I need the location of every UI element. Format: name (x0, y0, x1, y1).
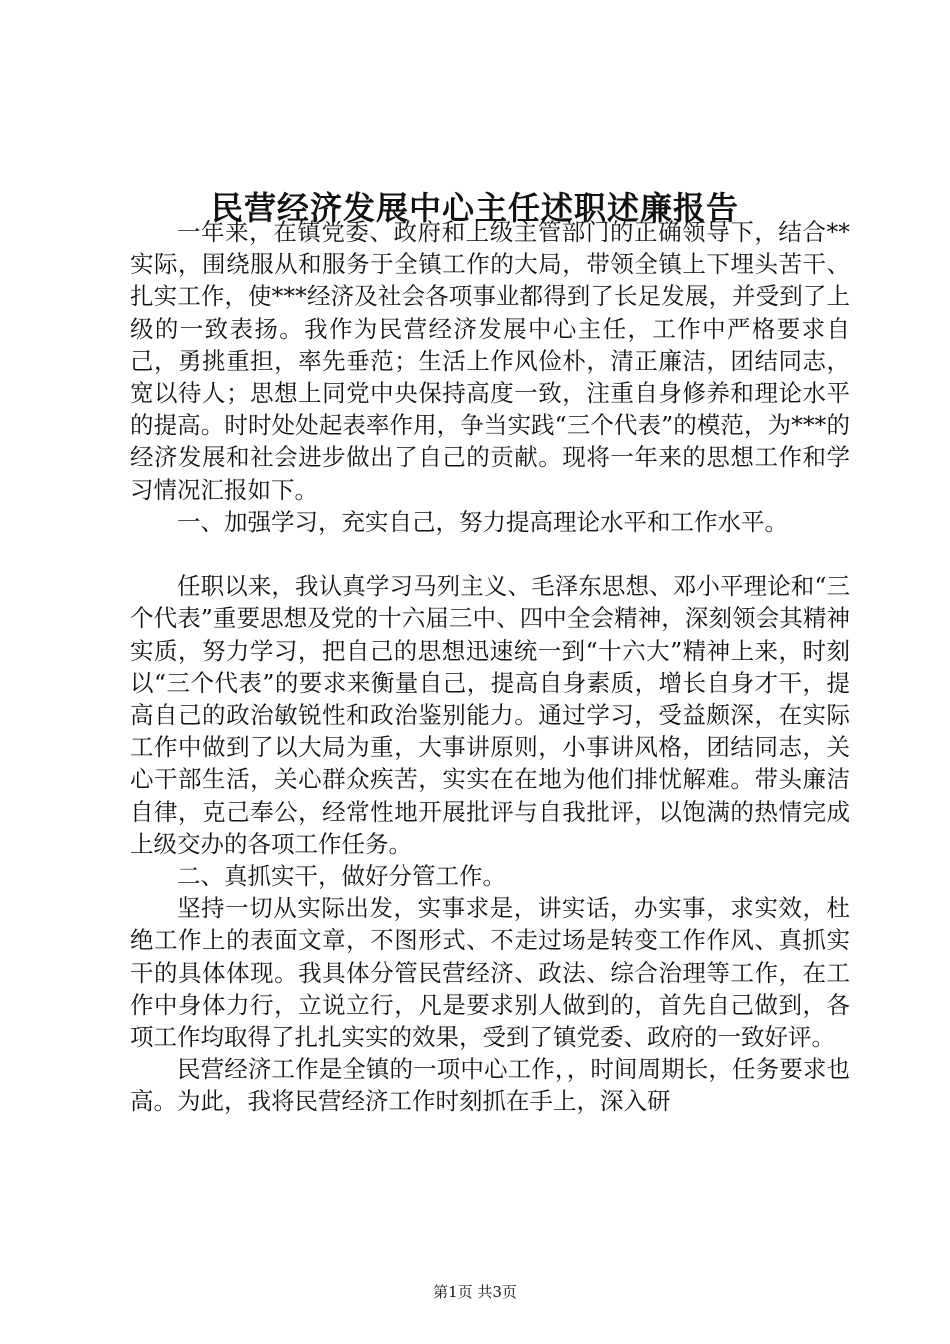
paragraph-intro: 一年来，在镇党委、政府和上级主管部门的正确领导下，结合**实际，围绕服从和服务于全镇工作的大局，带领全镇上下埋头苦干、扎实工作，使***经济及社会各项事业都得到了长足发展，并受到了上级的一致表扬。我作为民营经济发展中心主任，工作中严格要求自己，勇挑重担，率先垂范；生活上作风俭朴，清正廉洁，团结同志，宽以待人；思想上同党中央保持高度一致，注重自身修养和理论水平的提高。时时处处起表率作用，争当实践“三个代表”的模范，为***的经济发展和社会进步做出了自己的贡献。现将一年来的思想工作和学习情况汇报如下。 (130, 218, 850, 504)
section-heading-1: 一、加强学习，充实自己，努力提高理论水平和工作水平。 (177, 507, 788, 536)
document-title: 民营经济发展中心主任述职述廉报告 (210, 189, 739, 227)
document-body (130, 216, 850, 1118)
page-number-footer: 第1页 共3页 (433, 1283, 517, 1301)
section-heading-2: 二、真抓实干，做好分管工作。 (177, 862, 506, 891)
blank-line (130, 538, 850, 570)
paragraph-private-economy: 民营经济工作是全镇的一项中心工作，，时间周期长，任务要求也高。为此，我将民营经济工作时刻抓在手上，深入研 (130, 1055, 850, 1116)
paragraph-practice: 坚持一切从实际出发，实事求是，讲实话，办实事，求实效，杜绝工作上的表面文章，不图形式、不走过场是转变工作作风、真抓实干的具体体现。我具体分管民营经济、政法、综合治理等工作，在工作中身体力行，立说立行，凡是要求别人做到的，首先自己做到，各项工作均取得了扎扎实实的效果，受到了镇党委、政府的一致好评。 (130, 894, 850, 1052)
paragraph-study: 任职以来，我认真学习马列主义、毛泽东思想、邓小平理论和“三个代表”重要思想及党的十六届三中、四中全会精神，深刻领会其精神实质，努力学习，把自己的思想迅速统一到“十六大”精神上来，时刻以“三个代表”的要求来衡量自己，提高自身素质，增长自身才干，提高自己的政治敏锐性和政治鉴别能力。通过学习，受益颇深，在实际工作中做到了以大局为重，大事讲原则，小事讲风格，团结同志，关心干部生活，关心群众疾苦，实实在在地为他们排忧解难。带头廉洁自律，克己奉公，经常性地开展批评与自我批评，以饱满的热情完成上级交办的各项工作任务。 (130, 572, 850, 858)
